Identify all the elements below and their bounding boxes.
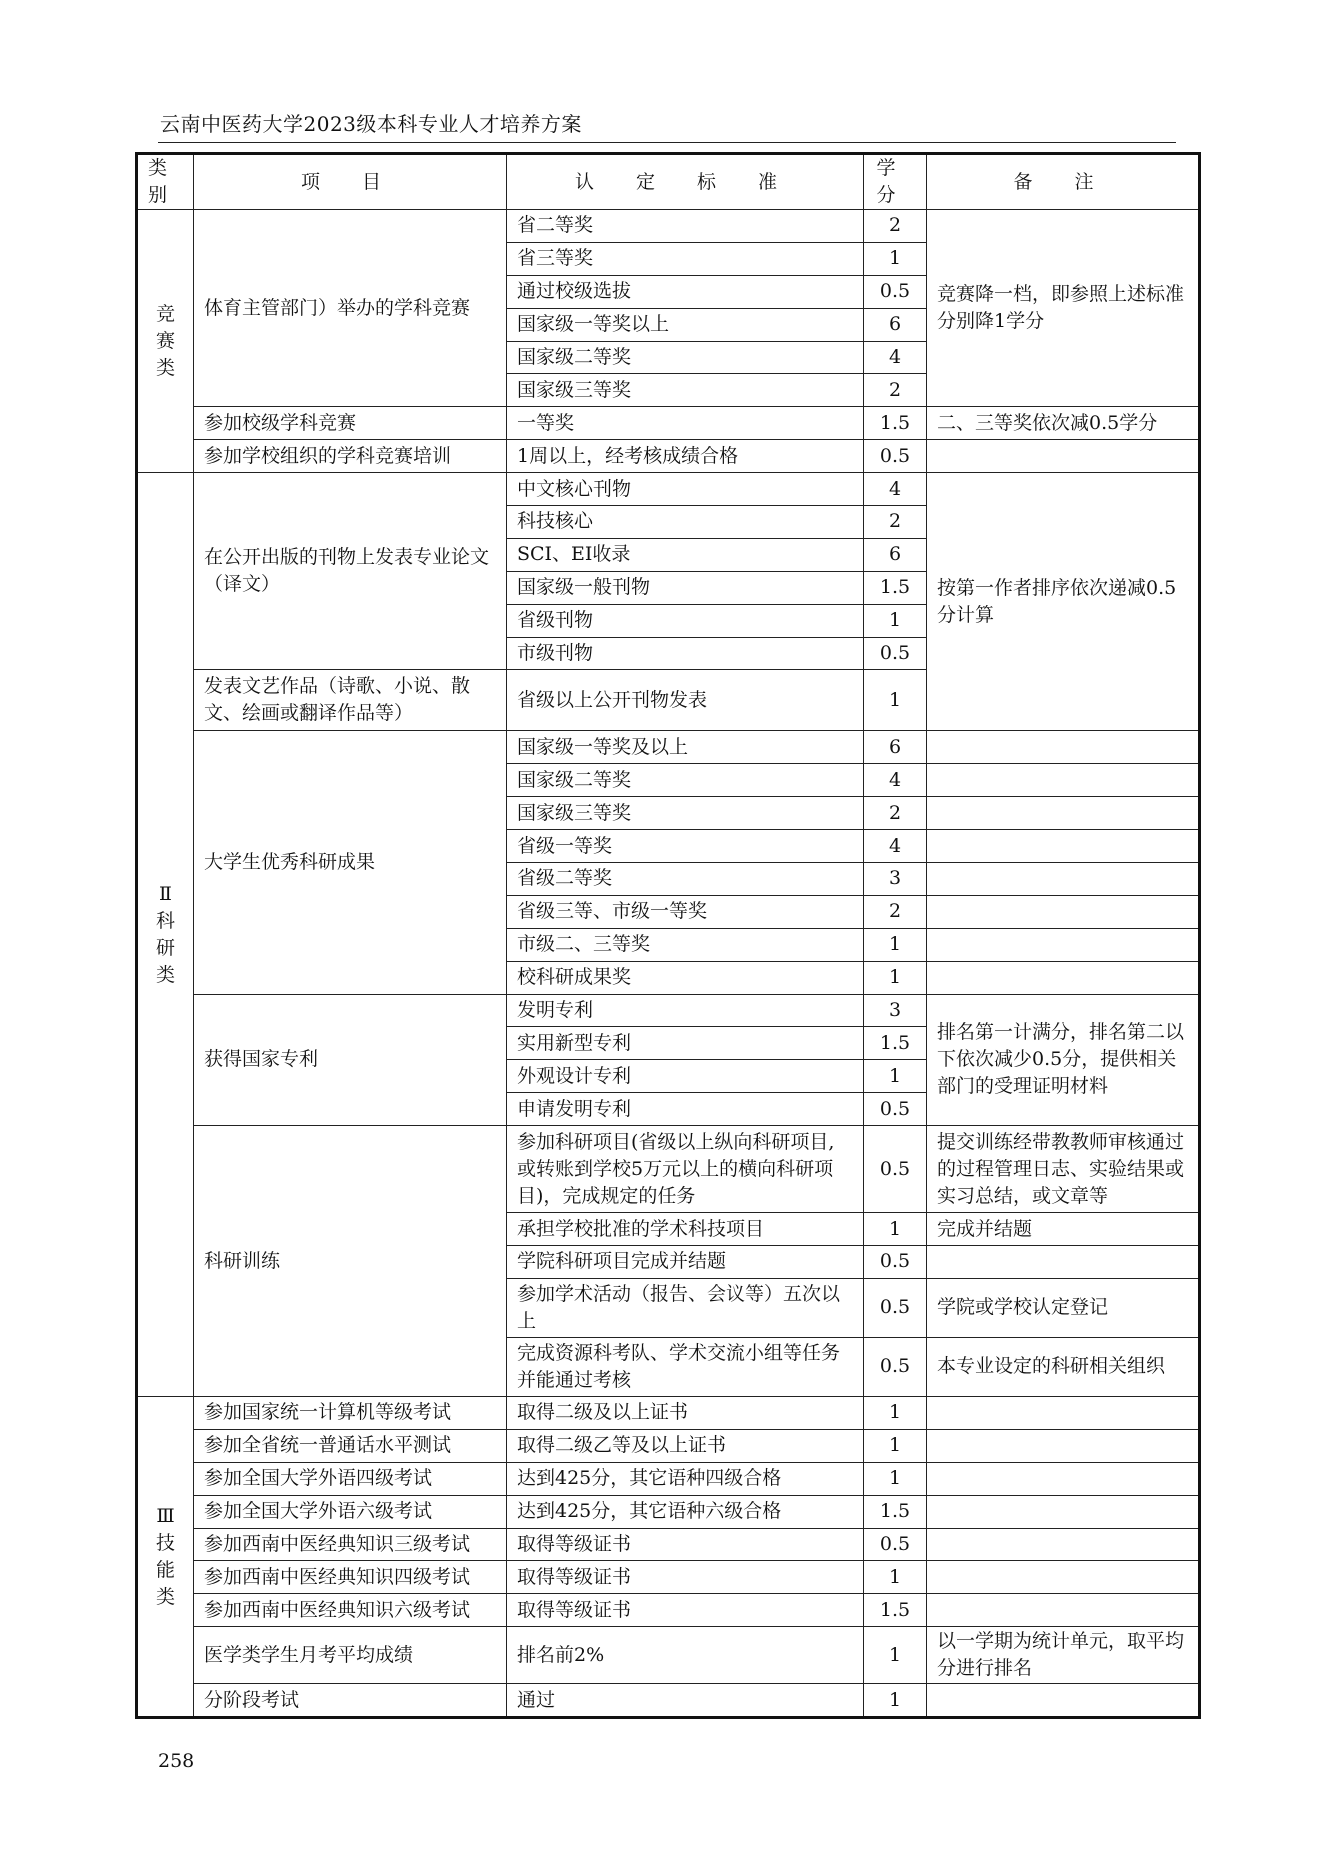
standard-cell: 省级刊物	[507, 604, 864, 637]
standard-cell: 国家级一等奖以上	[507, 308, 864, 341]
credit-cell: 1	[864, 961, 927, 994]
credit-cell: 1	[864, 928, 927, 961]
header-note: 备 注	[927, 154, 1200, 210]
table-row	[137, 731, 1200, 764]
standard-cell: 实用新型专利	[507, 1027, 864, 1060]
standard-cell: 达到425分，其它语种四级合格	[507, 1462, 864, 1495]
credit-cell: 6	[864, 538, 927, 571]
item-cell: 医学类学生月考平均成绩	[194, 1627, 507, 1684]
credit-cell: 3	[864, 863, 927, 896]
credit-cell: 0.5	[864, 1246, 927, 1279]
credit-cell: 1.5	[864, 1027, 927, 1060]
header-category: 类别	[137, 154, 194, 210]
credit-table	[135, 152, 1201, 1719]
credit-cell: 1.5	[864, 571, 927, 604]
item-cell: 参加西南中医经典知识三级考试	[194, 1528, 507, 1561]
standard-cell: 国家级三等奖	[507, 374, 864, 407]
standard-cell: 外观设计专利	[507, 1060, 864, 1093]
note-cell	[927, 731, 1200, 764]
note-cell	[927, 1684, 1200, 1718]
standard-cell: 完成资源科考队、学术交流小组等任务并能通过考核	[507, 1337, 864, 1396]
note-cell: 本专业设定的科研相关组织	[927, 1337, 1200, 1396]
note-cell	[927, 961, 1200, 994]
category-skills: Ⅲ 技 能 类	[137, 1396, 194, 1717]
credit-cell: 0.5	[864, 1528, 927, 1561]
page-number: 258	[158, 1750, 195, 1772]
table-row	[137, 994, 1200, 1027]
note-cell	[927, 928, 1200, 961]
standard-cell: 承担学校批准的学术科技项目	[507, 1213, 864, 1246]
standard-cell: 省级一等奖	[507, 830, 864, 863]
credit-cell: 0.5	[864, 1337, 927, 1396]
standard-cell: 学院科研项目完成并结题	[507, 1246, 864, 1279]
note-cell: 竞赛降一档，即参照上述标准分别降1学分	[927, 210, 1200, 407]
table-row	[137, 407, 1200, 440]
table-row	[137, 1684, 1200, 1718]
credit-cell: 1	[864, 1060, 927, 1093]
credit-cell: 0.5	[864, 637, 927, 670]
table-row	[137, 1561, 1200, 1594]
credit-cell: 2	[864, 210, 927, 243]
credit-cell: 0.5	[864, 1093, 927, 1126]
category-competition: 竞 赛 类	[137, 210, 194, 473]
table-row	[137, 1429, 1200, 1462]
credit-cell: 4	[864, 341, 927, 374]
credit-cell: 1	[864, 1429, 927, 1462]
header-credit: 学分	[864, 154, 927, 210]
credit-cell: 1.5	[864, 1594, 927, 1627]
credit-cell: 1	[864, 1684, 927, 1718]
standard-cell: 国家级二等奖	[507, 764, 864, 797]
standard-cell: 取得二级及以上证书	[507, 1396, 864, 1429]
table-row	[137, 1594, 1200, 1627]
note-cell: 完成并结题	[927, 1213, 1200, 1246]
credit-cell: 0.5	[864, 275, 927, 308]
note-cell: 二、三等奖依次减0.5学分	[927, 407, 1200, 440]
credit-cell: 3	[864, 994, 927, 1027]
standard-cell: 国家级一等奖及以上	[507, 731, 864, 764]
credit-cell: 1	[864, 1561, 927, 1594]
note-cell: 以一学期为统计单元，取平均分进行排名	[927, 1627, 1200, 1684]
table-row	[137, 210, 1200, 243]
category-research: Ⅱ 科 研 类	[137, 473, 194, 1397]
credit-cell: 1	[864, 604, 927, 637]
standard-cell: 市级刊物	[507, 637, 864, 670]
credit-cell: 1	[864, 1627, 927, 1684]
standard-cell: 1周以上，经考核成绩合格	[507, 440, 864, 473]
table-row	[137, 1528, 1200, 1561]
standard-cell: 一等奖	[507, 407, 864, 440]
note-cell	[927, 764, 1200, 797]
standard-cell: 省级以上公开刊物发表	[507, 670, 864, 731]
credit-cell: 1.5	[864, 407, 927, 440]
note-cell: 排名第一计满分，排名第二以下依次减少0.5分，提供相关部门的受理证明材料	[927, 994, 1200, 1126]
item-cell: 参加西南中医经典知识四级考试	[194, 1561, 507, 1594]
table-row	[137, 1627, 1200, 1684]
item-cell: 参加全国大学外语六级考试	[194, 1495, 507, 1528]
header-rule	[158, 142, 1176, 143]
item-cell: 参加学校组织的学科竞赛培训	[194, 440, 507, 473]
note-cell	[927, 895, 1200, 928]
item-cell: 发表文艺作品（诗歌、小说、散文、绘画或翻译作品等）	[194, 670, 507, 731]
standard-cell: 取得等级证书	[507, 1561, 864, 1594]
note-cell	[927, 1396, 1200, 1429]
note-cell	[927, 440, 1200, 473]
item-cell: 参加全国大学外语四级考试	[194, 1462, 507, 1495]
header-standard: 认 定 标 准	[507, 154, 864, 210]
standard-cell: 排名前2%	[507, 1627, 864, 1684]
standard-cell: 取得等级证书	[507, 1594, 864, 1627]
standard-cell: SCI、EI收录	[507, 538, 864, 571]
item-cell: 参加全省统一普通话水平测试	[194, 1429, 507, 1462]
standard-cell: 省二等奖	[507, 210, 864, 243]
standard-cell: 通过	[507, 1684, 864, 1718]
standard-cell: 国家级三等奖	[507, 797, 864, 830]
header-item: 项 目	[194, 154, 507, 210]
item-cell: 参加西南中医经典知识六级考试	[194, 1594, 507, 1627]
table-row	[137, 473, 1200, 506]
credit-cell: 4	[864, 764, 927, 797]
standard-cell: 取得等级证书	[507, 1528, 864, 1561]
credit-cell: 6	[864, 731, 927, 764]
note-cell: 学院或学校认定登记	[927, 1278, 1200, 1337]
standard-cell: 国家级一般刊物	[507, 571, 864, 604]
item-cell: 获得国家专利	[194, 994, 507, 1126]
note-cell	[927, 1528, 1200, 1561]
standard-cell: 取得二级乙等及以上证书	[507, 1429, 864, 1462]
standard-cell: 达到425分，其它语种六级合格	[507, 1495, 864, 1528]
note-cell	[927, 797, 1200, 830]
item-cell: 大学生优秀科研成果	[194, 731, 507, 994]
standard-cell: 校科研成果奖	[507, 961, 864, 994]
note-cell	[927, 1594, 1200, 1627]
credit-cell: 4	[864, 473, 927, 506]
running-header: 云南中医药大学2023级本科专业人才培养方案	[160, 112, 582, 136]
credit-cell: 1.5	[864, 1495, 927, 1528]
credit-cell: 1	[864, 1462, 927, 1495]
note-cell	[927, 1246, 1200, 1279]
item-cell: 分阶段考试	[194, 1684, 507, 1718]
standard-cell: 通过校级选拔	[507, 275, 864, 308]
item-cell: 参加校级学科竞赛	[194, 407, 507, 440]
credit-cell: 0.5	[864, 440, 927, 473]
item-cell: 参加国家统一计算机等级考试	[194, 1396, 507, 1429]
standard-cell: 参加科研项目(省级以上纵向科研项目,或转账到学校5万元以上的横向科研项目)，完成规定的任务	[507, 1126, 864, 1213]
note-cell	[927, 1462, 1200, 1495]
table-row	[137, 1462, 1200, 1495]
standard-cell: 科技核心	[507, 506, 864, 539]
credit-cell: 1	[864, 242, 927, 275]
credit-cell: 2	[864, 506, 927, 539]
credit-cell: 1	[864, 1396, 927, 1429]
note-cell: 按第一作者排序依次递减0.5分计算	[927, 473, 1200, 731]
item-cell: 体育主管部门）举办的学科竞赛	[194, 210, 507, 407]
standard-cell: 发明专利	[507, 994, 864, 1027]
item-cell: 在公开出版的刊物上发表专业论文（译文）	[194, 473, 507, 670]
credit-cell: 4	[864, 830, 927, 863]
note-cell	[927, 1495, 1200, 1528]
standard-cell: 省级二等奖	[507, 863, 864, 896]
standard-cell: 中文核心刊物	[507, 473, 864, 506]
credit-cell: 2	[864, 374, 927, 407]
item-cell: 科研训练	[194, 1126, 507, 1397]
credit-cell: 2	[864, 797, 927, 830]
table-header-row	[137, 154, 1200, 210]
standard-cell: 省三等奖	[507, 242, 864, 275]
note-cell	[927, 1561, 1200, 1594]
credit-cell: 0.5	[864, 1126, 927, 1213]
standard-cell: 国家级二等奖	[507, 341, 864, 374]
credit-cell: 6	[864, 308, 927, 341]
note-cell	[927, 863, 1200, 896]
table-row	[137, 440, 1200, 473]
credit-cell: 0.5	[864, 1278, 927, 1337]
credit-cell: 2	[864, 895, 927, 928]
standard-cell: 申请发明专利	[507, 1093, 864, 1126]
credit-cell: 1	[864, 1213, 927, 1246]
standard-cell: 省级三等、市级一等奖	[507, 895, 864, 928]
table-row	[137, 1396, 1200, 1429]
standard-cell: 参加学术活动（报告、会议等）五次以上	[507, 1278, 864, 1337]
table-row	[137, 1495, 1200, 1528]
table-row	[137, 1126, 1200, 1213]
note-cell: 提交训练经带教教师审核通过的过程管理日志、实验结果或实习总结，或文章等	[927, 1126, 1200, 1213]
standard-cell: 市级二、三等奖	[507, 928, 864, 961]
credit-cell: 1	[864, 670, 927, 731]
note-cell	[927, 830, 1200, 863]
note-cell	[927, 1429, 1200, 1462]
